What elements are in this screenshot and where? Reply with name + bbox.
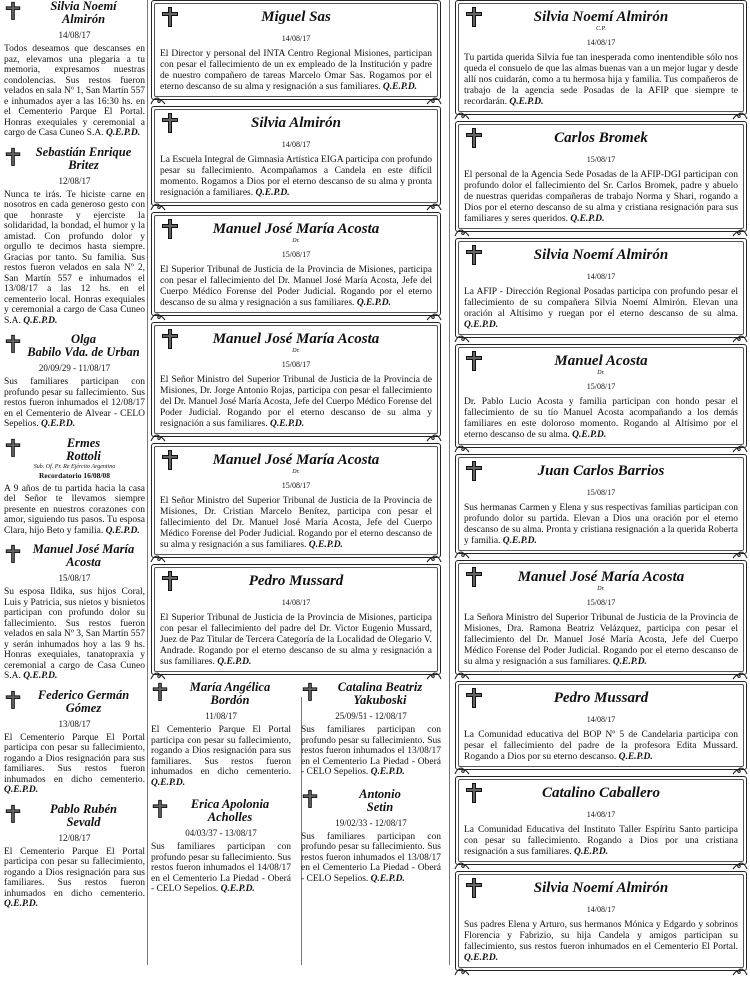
obituary-notice xyxy=(301,681,441,778)
corner-ornament-icon xyxy=(454,107,470,117)
deceased-name: Pedro Mussard xyxy=(553,690,649,706)
notice-text xyxy=(160,49,432,93)
cross-icon xyxy=(4,438,22,458)
notice-date: 15/08/17 xyxy=(281,481,311,490)
notice-date: 15/08/17 xyxy=(58,573,91,583)
notice-header xyxy=(464,682,738,709)
deceased-name: Federico Germán Gómez xyxy=(37,687,130,715)
notice-date: 15/08/17 xyxy=(586,488,616,497)
notice-date: 14/08/17 xyxy=(281,34,311,43)
cross-icon xyxy=(464,350,484,372)
notice-text xyxy=(4,190,145,327)
qepd-label: Q.E.P.D. xyxy=(570,214,605,224)
obituary-notice xyxy=(4,146,145,327)
corner-ornament-icon xyxy=(454,762,470,772)
notice-body: El Cementerio Parque El Portal participa con pesar su fallecimiento, rogando a Dios resignación para sus familiares. Sus restos fueron inhumados en dicho cementerio. xyxy=(4,732,145,785)
cross-icon xyxy=(4,147,22,167)
notice-text xyxy=(4,44,145,139)
notice-body: El Señor Ministro del Superior Tribunal de Justicia de la Provincia de Misiones, Dr. Jorge Antonio Rojas, participa con pesar el fallecimiento del Dr. Manuel José María Acosta, Jefe del Cuerpo Médico Forense del Poder Judicial. Rogando por el eterno descanso de su alma y resignación a sus familiares. xyxy=(160,375,432,429)
deceased-name: Silvia Almirón xyxy=(251,115,341,131)
corner-ornament-icon xyxy=(732,224,748,234)
corner-ornament-icon xyxy=(150,550,166,560)
notice-date: 13/08/17 xyxy=(58,718,91,729)
deceased-name: Manuel José María Acosta xyxy=(32,542,135,569)
qepd-label: Q.E.P.D. xyxy=(574,847,609,857)
qepd-label: Q.E.P.D. xyxy=(382,82,418,92)
framed-notice xyxy=(455,560,747,675)
qepd-label: Q.E.P.D. xyxy=(509,97,544,107)
framed-notice xyxy=(455,454,747,554)
deceased-name: Juan Carlos Barrios xyxy=(537,463,665,479)
qepd-label: Q.E.P.D. xyxy=(618,752,653,762)
cross-icon xyxy=(160,218,180,240)
notice-text xyxy=(301,725,441,778)
notice-text xyxy=(464,920,738,964)
qepd-label: Q.E.P.D. xyxy=(217,657,252,667)
obituary-notice xyxy=(4,543,145,682)
notice-header xyxy=(4,543,145,569)
framed-notice xyxy=(455,121,747,232)
qepd-label: Q.E.P.D. xyxy=(370,767,405,777)
notice-date: 15/08/17 xyxy=(281,250,311,259)
notice-date: 14/08/17 xyxy=(281,140,311,149)
deceased-name: Ermes Rottoli xyxy=(66,435,101,463)
deceased-name: María Angélica Bordón xyxy=(189,680,271,707)
middle-small-notices xyxy=(151,681,441,905)
qepd-label: Q.E.P.D. xyxy=(270,419,305,429)
right-column xyxy=(455,0,747,977)
qepd-label: Q.E.P.D. xyxy=(356,298,391,308)
cross-icon xyxy=(160,328,180,350)
notice-header xyxy=(464,455,738,482)
qepd-label: Q.E.P.D. xyxy=(4,899,39,909)
cross-icon xyxy=(160,6,180,28)
notice-text xyxy=(151,842,291,895)
notice-date: 12/08/17 xyxy=(58,175,91,186)
corner-ornament-icon xyxy=(732,107,748,117)
obituary-notice xyxy=(301,788,441,885)
corner-ornament-icon xyxy=(150,308,166,318)
notice-text xyxy=(160,375,432,430)
notice-header xyxy=(4,146,145,172)
deceased-title: Dr. xyxy=(292,348,300,354)
framed-notice xyxy=(151,106,441,206)
notice-text xyxy=(160,496,432,551)
notice-date: 19/02/33 - 12/08/17 xyxy=(335,817,407,828)
middle-column xyxy=(151,0,441,905)
notice-date: 14/08/17 xyxy=(586,905,616,914)
notice-text xyxy=(151,725,291,788)
notice-header xyxy=(160,107,432,134)
qepd-label: Q.E.P.D. xyxy=(464,320,499,330)
notice-body: Sus familiares participan con profundo pesar su fallecimiento. Sus restos fueron inhumados el 14/08/17 en el Cementerio La Piedad - Oberá - CELO Sepelios. xyxy=(151,842,291,894)
notice-body: Nunca te irás. Te hiciste carne en nosotros en cada generoso gesto con que honraste y ejerciste la solidaridad, la bondad, el humor y la amistad. Con profundo dolor y orgullo te decimos hasta siempre. Gracias por tanto. Su familia. Sus restos fueron velados en sala Nº 2, San Martín 557 e inhumados el 13/08/17 a las 12 hs. en el cementerio local. Honras exequiales y ceremonial a cargo de Casa Cuneo S.A. xyxy=(4,189,145,326)
notice-body: Sus hermanas Carmen y Elena y sus respectivas familias participan con profundo dolor su partida. Elevan a Dios una oración por el eterno descanso de su alma. Pronta y cristiana resignación a la querida Roberta y familia. xyxy=(464,503,738,546)
notice-date: 15/08/17 xyxy=(281,360,311,369)
notice-header xyxy=(464,872,738,899)
deceased-name: Silvia Noemí Almirón xyxy=(533,880,669,896)
corner-ornament-icon xyxy=(426,308,442,318)
corner-ornament-icon xyxy=(454,440,470,450)
cross-icon xyxy=(4,690,22,710)
qepd-label: Q.E.P.D. xyxy=(40,419,76,429)
deceased-name: Manuel José María Acosta xyxy=(212,331,380,347)
deceased-name: Carlos Bromek xyxy=(554,130,648,146)
deceased-name: Miguel Sas xyxy=(261,9,331,25)
notice-text xyxy=(160,265,432,309)
notice-date: 15/08/17 xyxy=(586,598,616,607)
cross-icon xyxy=(464,6,484,28)
cross-icon xyxy=(4,804,22,824)
notice-date: 14/08/17 xyxy=(281,598,311,607)
notice-body: El Señor Ministro del Superior Tribunal de Justicia de la Provincia de Misiones, Dr. Cristian Marcelo Benítez, participa con pesar el fallecimiento del Dr. Manuel José María Acosta, Jefe del Cuerpo Médico Forense del Poder Judicial. Rogando por el eterno descanso de su alma y resignación a sus familiares. xyxy=(160,496,432,550)
notice-body: Sus familiares participan con profundo pesar su fallecimiento. Sus restos fueron inhumados el 12/08/17 en el Cementerio de Alvear - CELO Sepelios. xyxy=(4,377,145,429)
notice-body: El Cementerio Parque El Portal participa con pesar su fallecimiento, rogando a Dios resignación para sus familiares. Sus restos fueron inhumados en dicho cementerio. xyxy=(4,846,145,899)
qepd-label: Q.E.P.D. xyxy=(572,430,607,440)
notice-date: 14/08/17 xyxy=(586,715,616,724)
corner-ornament-icon xyxy=(732,546,748,556)
notice-text xyxy=(464,613,738,668)
corner-ornament-icon xyxy=(150,667,166,677)
notice-body: Dr. Pablo Lucio Acosta y familia participan con hondo pesar el fallecimiento de su tío Manuel Acosta acompañando a los demás familiares en este doloroso momento. Rogando al Altísimo por el eterno descanso de su alma. xyxy=(464,397,738,440)
notice-text xyxy=(4,587,145,682)
notice-body: Tu partida querida Silvia fue tan inesperada como inentendible sólo nos queda el consuelo de que las almas buenas van a un mejor lugar y desde allí nos cuidarán, como a tu hermosa hija y familia. Tus compañeros de trabajo de la agencia sede Posadas de la AFIP que siempre te recordarán. xyxy=(464,53,738,107)
corner-ornament-icon xyxy=(150,429,166,439)
cross-icon xyxy=(160,449,180,471)
cross-icon xyxy=(301,789,319,809)
obituary-notice xyxy=(151,681,291,788)
notice-text xyxy=(4,484,145,537)
notice-header xyxy=(464,777,738,804)
corner-ornament-icon xyxy=(150,92,166,102)
qepd-label: Q.E.P.D. xyxy=(105,128,141,138)
notice-header xyxy=(4,437,145,463)
corner-ornament-icon xyxy=(732,857,748,867)
corner-ornament-icon xyxy=(454,857,470,867)
notice-body: Sus familiares participan con profundo pesar su fallecimiento. Sus restos fueron inhumados el 13/08/17 en el Cementerio La Piedad - Oberá - CELO Sepelios. xyxy=(301,725,441,777)
column-rule xyxy=(449,0,450,965)
notice-text xyxy=(464,397,738,441)
cross-icon xyxy=(4,334,22,354)
qepd-label: Q.E.P.D. xyxy=(105,525,140,536)
notice-header xyxy=(464,1,738,28)
qepd-label: Q.E.P.D. xyxy=(23,315,58,326)
obituary-notice xyxy=(4,0,145,139)
notice-body: La Comunidad Educativa del Instituto Taller Espíritu Santo participa con pesar su fallecimiento. Rogando a Dios por una cristiana resignación a sus familiares. xyxy=(464,825,738,857)
deceased-name: Olga Babilo Vda. de Urban xyxy=(27,332,140,359)
notice-header xyxy=(151,681,291,707)
qepd-label: Q.E.P.D. xyxy=(502,536,537,546)
obituary-notice xyxy=(4,803,145,910)
deceased-name: Catalino Caballero xyxy=(542,785,660,801)
notice-body: A 9 años de tu partida hacia la casa del Señor te llevamos siempre presente en nuestros corazones con amor, siguiendo tus pasos. Tu esposa Clara, hijo Beto y familia. xyxy=(4,483,145,536)
notice-header xyxy=(4,0,145,26)
corner-ornament-icon xyxy=(426,667,442,677)
notice-header xyxy=(301,788,441,814)
qepd-label: Q.E.P.D. xyxy=(220,884,255,894)
notice-body: La AFIP - Dirección Regional Posadas participa con profundo pesar el fallecimiento de su compañera Silvia Noemí Almirón. Elevan una oración al Altísimo y ruegan por el eterno descanso de su alma. xyxy=(464,287,738,319)
notice-text xyxy=(4,847,145,910)
framed-notice xyxy=(151,564,441,675)
notice-body: Sus familiares participan con profundo pesar su fallecimiento. Sus restos fueron inhumados el 13/08/17 en el Cementerio La Piedad - Oberá - CELO Sepelios. xyxy=(301,831,441,884)
cross-icon xyxy=(464,687,484,709)
deceased-title: Dr. xyxy=(292,469,300,475)
corner-ornament-icon xyxy=(454,330,470,340)
qepd-label: Q.E.P.D. xyxy=(255,188,290,198)
obituary-notice xyxy=(4,689,145,796)
notice-text xyxy=(464,53,738,108)
corner-ornament-icon xyxy=(732,762,748,772)
obituary-notice xyxy=(4,437,145,537)
corner-ornament-icon xyxy=(454,224,470,234)
notice-text xyxy=(464,287,738,331)
notice-text xyxy=(464,503,738,547)
corner-ornament-icon xyxy=(426,198,442,208)
deceased-title: Dr. xyxy=(597,370,605,376)
corner-ornament-icon xyxy=(426,92,442,102)
cross-icon xyxy=(464,244,484,266)
notice-header xyxy=(301,681,441,707)
cross-icon xyxy=(151,799,169,819)
corner-ornament-icon xyxy=(426,550,442,560)
middle-left-subcolumn xyxy=(151,681,291,905)
middle-right-subcolumn xyxy=(301,681,441,905)
cross-icon xyxy=(160,112,180,134)
qepd-label: Q.E.P.D. xyxy=(464,953,499,963)
framed-notice xyxy=(151,322,441,437)
notice-header xyxy=(160,323,432,350)
deceased-name: Pedro Mussard xyxy=(248,573,344,589)
notice-date: 11/08/17 xyxy=(205,711,237,721)
deceased-name: Silvia Noemí Almirón xyxy=(50,0,117,26)
notice-body: Sus padres Elena y Arturo, sus hermanos Mónica y Edgardo y sobrinos Florencia y Fabrizio, su hija Candela y amigos participan su fallecimiento, sus restos fueron inhumados en el Cementerio El Portal. xyxy=(464,920,738,952)
notice-text xyxy=(160,613,432,668)
notice-header xyxy=(160,565,432,592)
cross-icon xyxy=(464,782,484,804)
framed-notice xyxy=(455,238,747,338)
notice-header xyxy=(464,239,738,266)
notice-text xyxy=(4,377,145,430)
notice-header xyxy=(464,345,738,372)
cross-icon xyxy=(301,682,319,702)
notice-header xyxy=(160,444,432,471)
corner-ornament-icon xyxy=(454,546,470,556)
notice-header xyxy=(4,333,145,359)
deceased-rank: Sub. Of. Pr. Re Ejército Argentino xyxy=(33,463,116,470)
obituary-notice xyxy=(151,798,291,895)
notice-body: El Director y personal del INTA Centro Regional Misiones, participan con pesar el fallecimiento de un ex empleado de la Institución y padre de nuestro compañero de tareas Marcelo Omar Sas. Rogamos por el eterno descanso de su alma y resignación a sus familiares. xyxy=(160,49,432,92)
notice-body: El Superior Tribunal de Justicia de la Provincia de Misiones, participa con pesar el fallecimiento del Dr. Manuel José María Acosta, Jefe del Cuerpo Médico Forense del Poder Judicial. Rogando por el eterno descanso de su alma y resignación a sus familiares. xyxy=(160,265,432,308)
cross-icon xyxy=(4,1,22,21)
notice-body: La Escuela Integral de Gimnasia Artística EIGA participa con profundo pesar su fallecimiento. Acompañamos a Candela en este difícil momento. Rogamos a Dios por el eterno descanso de su alma y pronta resignación a familiares. xyxy=(160,155,432,198)
notice-header xyxy=(464,561,738,588)
notice-text xyxy=(4,733,145,796)
qepd-label: Q.E.P.D. xyxy=(370,873,405,884)
framed-notice xyxy=(455,681,747,770)
notice-date: 14/08/17 xyxy=(586,38,616,47)
deceased-name: Silvia Noemí Almirón xyxy=(533,9,669,25)
notice-text xyxy=(464,825,738,858)
deceased-name: Manuel José María Acosta xyxy=(212,221,380,237)
notice-body: Todos deseamos que descanses en paz, elevamos una plegaria a tu memoria, expresamos nuestras condolencias. Sus restos fueron velados en sala Nº 1, San Martín 557 e inhumados ayer a las 16:30 hs. en el Cementerio Parque El Portal. Honras exequiales y ceremonial a cargo de Casa Cuneo S.A. xyxy=(4,44,145,138)
qepd-label: Q.E.P.D. xyxy=(4,785,39,795)
corner-ornament-icon xyxy=(150,198,166,208)
deceased-name: Manuel Acosta xyxy=(554,353,648,369)
deceased-name: Catalina Beatriz Yakuboski xyxy=(337,680,423,707)
notice-date: 12/08/17 xyxy=(58,832,91,843)
corner-ornament-icon xyxy=(732,330,748,340)
cross-icon xyxy=(464,877,484,899)
cross-icon xyxy=(4,544,22,564)
notice-body: La Comunidad educativa del BOP Nº 5 de Candelaria participa con pesar el fallecimiento del padre de la profesora Edita Mussard. Rogando a Dios por su eterno descanso. xyxy=(464,730,738,762)
notice-date: 14/08/17 xyxy=(586,810,616,819)
notice-text xyxy=(160,155,432,199)
notice-header xyxy=(4,803,145,829)
notice-body: El personal de la Agencia Sede Posadas de la AFIP-DGI participan con profundo dolor el fallecimiento del Sr. Carlos Bromek, padre y abuelo de nuestras queridas compañeras de trabajo Norma y Shari, rogando a Dios por el eterno descanso de su alma y cristiana resignación para sus familiares y seres queridos. xyxy=(464,170,738,224)
notice-header xyxy=(4,689,145,715)
framed-notice xyxy=(455,776,747,865)
notice-body: La Señora Ministro del Superior Tribunal de Justicia de la Provincia de Misiones, Dra. Ramona Beatriz Velázquez, participa con pesar el fallecimiento del Dr. Manuel José María Acosta, Jefe del Cuerpo Médico Forense del Poder Judicial. Rogando por el eterno descanso de su alma y resignación a sus familiares. xyxy=(464,613,738,667)
middle-framed-notices xyxy=(151,0,441,675)
notice-header xyxy=(160,1,432,28)
cross-icon xyxy=(160,570,180,592)
deceased-name: Silvia Noemí Almirón xyxy=(533,247,669,263)
column-rule xyxy=(147,0,148,965)
qepd-label: Q.E.P.D. xyxy=(308,540,343,550)
framed-notice xyxy=(455,0,747,115)
notice-date: 04/03/37 - 13/08/17 xyxy=(185,828,257,838)
remembrance-date: Recordatorio 16/08/08 xyxy=(38,470,111,480)
framed-notice xyxy=(151,212,441,316)
deceased-title: Dr. xyxy=(292,238,300,244)
deceased-name: Pablo Rubén Sevald xyxy=(49,801,118,829)
corner-ornament-icon xyxy=(454,667,470,677)
deceased-title: C.P. xyxy=(596,26,606,32)
notice-body: El Superior Tribunal de Justicia de la Provincia de Misiones, participa con pesar el fallecimiento del padre del Dr. Victor Eugenio Mussard, Juez de Paz Titular de Tercera Categoría de la Localidad de Olegario V. Andrade. Rogando por el eterno descanso de su alma y resignación a sus familiares. xyxy=(160,613,432,667)
notice-date: 15/08/17 xyxy=(586,155,616,164)
qepd-label: Q.E.P.D. xyxy=(612,657,647,667)
qepd-label: Q.E.P.D. xyxy=(151,777,186,788)
cross-icon xyxy=(464,127,484,149)
notice-text xyxy=(464,170,738,225)
deceased-name: Sebastián Enrique Britez xyxy=(35,144,132,172)
notice-header xyxy=(151,798,291,824)
notice-text xyxy=(464,730,738,763)
notice-date: 15/08/17 xyxy=(586,382,616,391)
deceased-name: Antonio Setin xyxy=(359,786,401,814)
corner-ornament-icon xyxy=(426,429,442,439)
deceased-name: Manuel José María Acosta xyxy=(212,452,380,468)
deceased-title: Dr. xyxy=(597,586,605,592)
framed-notice xyxy=(151,0,441,100)
notice-text xyxy=(301,832,441,885)
qepd-label: Q.E.P.D. xyxy=(23,671,58,681)
notice-header xyxy=(464,122,738,149)
corner-ornament-icon xyxy=(732,440,748,450)
cross-icon xyxy=(464,566,484,588)
framed-notice xyxy=(151,443,441,558)
deceased-name: Erica Apolonia Acholles xyxy=(190,797,270,824)
obituary-notice xyxy=(4,333,145,430)
framed-notice xyxy=(455,344,747,448)
corner-ornament-icon xyxy=(732,667,748,677)
notice-date: 14/08/17 xyxy=(58,30,91,40)
notice-header xyxy=(160,213,432,240)
notice-body: Su esposa Ildika, sus hijos Coral, Luis y Patricia, sus nietos y bisnietos participan con profundo dolor su fallecimiento. Sus restos fueron velados en sala Nº 3, San Martín 557 y serán inhumados hoy a las 9 hs. Honras exequiales, tanatopraxia y ceremonial a cargo de Casa Cuneo S.A. xyxy=(4,587,145,681)
notice-date: 20/09/29 - 11/08/17 xyxy=(38,363,111,373)
notice-date: 25/09/51 - 12/08/17 xyxy=(335,711,407,721)
notice-date: 14/08/17 xyxy=(586,272,616,281)
deceased-name: Manuel José María Acosta xyxy=(517,569,685,585)
left-column xyxy=(4,0,145,917)
framed-notice xyxy=(455,871,747,971)
cross-icon xyxy=(151,682,169,702)
notice-body: El Cementerio Parque El Portal participa con pesar su fallecimiento, rogando a Dios resignación para sus familiares. Sus restos fueron inhumados en dicho cementerio. xyxy=(151,725,291,777)
cross-icon xyxy=(464,460,484,482)
